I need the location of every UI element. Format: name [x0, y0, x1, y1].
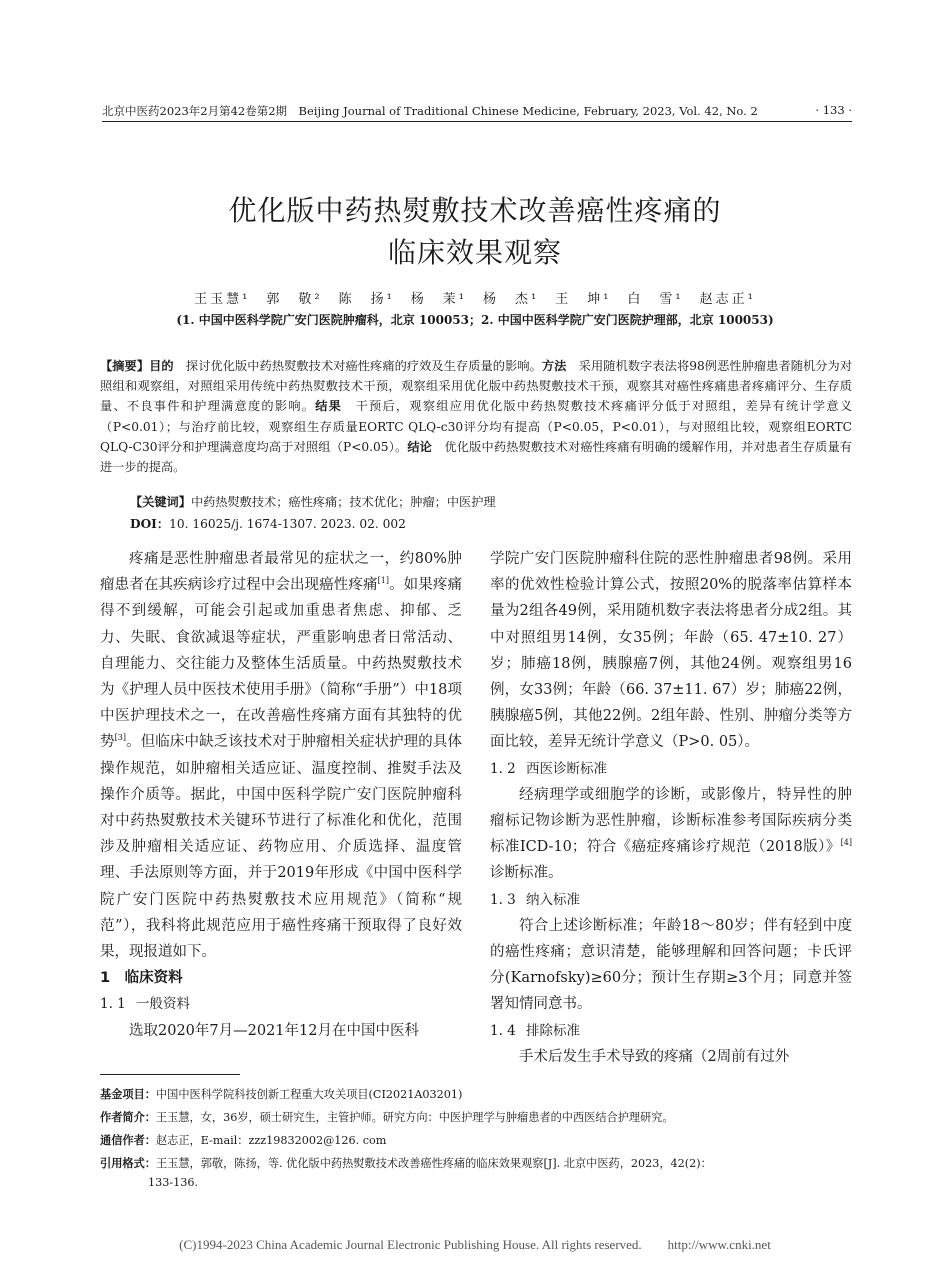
page-number: · 133 · [815, 103, 852, 117]
section-number: 1. 2 [490, 760, 516, 777]
section-title: 一般资料 [136, 996, 190, 1013]
conclusion-label: 结论 [407, 439, 433, 454]
diagnosis-paragraph [490, 782, 852, 887]
intro-paragraph [100, 546, 462, 965]
title-line-2: 临床效果观察 [387, 236, 562, 269]
intro-text-b: 。如果疼痛得不到缓解，可能会引起或加重患者焦虑、抑郁、乏力、失眠、食欲减退等症状，严重影响患者日常活动、自理能力、交往能力及整体生活质量。中药热熨敷技术为《护理人员中医技术使用手册》（简称“手册”）中18项中医护理技术之一，在改善癌性疼痛方面有其独特的优势 [100, 577, 463, 751]
methods-label: 方法 [541, 359, 567, 373]
section-1-heading: 1 临床资料 [100, 970, 183, 987]
keywords-label: 【关键词】 [130, 495, 191, 509]
section-1-1-heading [100, 991, 462, 1017]
abstract-objective: 探讨优化版中药热熨敷技术对癌性疼痛的疗效及生存质量的影响。 [173, 359, 542, 373]
general-paragraph-cont: 学院广安门医院肿瘤科住院的恶性肿瘤患者98例。采用率的优效性检验计算公式，按照20%的脱落率估算样本量为2组各49例，采用随机数字表法将患者分成2组。其中对照组男14例，女35例；年龄（65. 47±10. 27）岁；肺癌18例，胰腺癌7例，其他24例。观察组男16例，女33例；年龄（66. 37±11. 67）岁；肺癌22例，胰腺癌5例，其他22例。2组年龄、性别、肿瘤分类等方面比较，差异无统计学意义（P>0. 05）。 [490, 551, 852, 751]
footnote-label: 引用格式： [100, 1157, 156, 1170]
footnote-label: 作者简介： [100, 1111, 156, 1124]
footnote-label: 通信作者： [100, 1134, 156, 1147]
abstract-results: 干预后，观察组应用优化版中药热熨敷技术疼痛评分低于对照组，差异有统计学意义（P<0.01）；与治疗前比较，观察组生存质量EORTC QLQ-c30评分均有提高（P<0.05，P<0.01），与对照组比较，观察组EORTC QLQ-C30评分和护理满意度均高于对照组（P<0.05）。 [100, 399, 853, 454]
inclusion-paragraph: 符合上述诊断标准；年龄18～80岁；伴有轻到中度的癌性疼痛；意识清楚，能够理解和回答问题；卡氏评分(Karnofsky)≥60分；预计生存期≥3个月；同意并签署知情同意书。 [490, 917, 852, 1013]
abstract-label: 【摘要】目的 [100, 359, 174, 373]
section-number: 1. 3 [490, 891, 516, 908]
intro-text-a: 疼痛是恶性肿瘤患者最常见的症状之一，约80%肿瘤患者在其疾病诊疗过程中会出现癌性疼痛 [100, 551, 462, 594]
results-label: 结果 [315, 399, 343, 414]
ref-1[interactable]: [1] [377, 576, 389, 586]
copyright-notice: (C)1994-2023 China Academic Journal Electronic Publishing House. All rights reserved. http://www.cnki.net [179, 1237, 771, 1252]
left-column [100, 546, 462, 1044]
abstract [100, 356, 852, 477]
abstract-conclusion: 优化版中药热熨敷技术对癌性疼痛有明确的缓解作用，并对患者生存质量有进一步的提高。 [100, 439, 852, 475]
footnote-divider [100, 1074, 240, 1075]
exclusion-paragraph: 手术后发生手术导致的疼痛（2周前有过外 [519, 1048, 790, 1065]
section-1-4-heading [490, 1018, 852, 1044]
footnote-text: 王玉慧，郭敬，陈扬，等. 优化版中药热熨敷技术改善癌性疼痛的临床效果观察[J]. 北京中医药，2023，42(2)： [155, 1157, 712, 1170]
footnote-text: 王玉慧，女，36岁，硕士研究生，主管护师。研究方向：中医护理学与肿瘤患者的中西医结合护理研究。 [155, 1111, 674, 1124]
doi [130, 515, 852, 532]
section-title: 纳入标准 [526, 891, 580, 908]
section-1-3-heading [490, 887, 852, 913]
running-header [102, 101, 852, 122]
general-paragraph-start: 选取2020年7月—2021年12月在中国中医科 [129, 1022, 419, 1039]
abstract-methods: 采用随机数字表法将98例恶性肿瘤患者随机分为对照组和观察组，对照组采用传统中药热熨敷技术干预，观察组采用优化版中药热熨敷技术干预，观察其对癌性疼痛患者疼痛评分、生存质量、不良事件和护理满意度的影响。 [100, 359, 853, 414]
footnote-funding [100, 1085, 852, 1104]
author-list: 王玉慧¹ 郭 敬² 陈 扬¹ 杨 茉¹ 杨 杰¹ 王 坤¹ 白 雪¹ 赵志正¹ [194, 292, 756, 307]
right-column [490, 546, 852, 1070]
section-number: 1. 1 [100, 996, 126, 1013]
diagnosis-text-b: 诊断标准。 [490, 865, 563, 882]
diagnosis-text-a: 经病理学或细胞学的诊断，或影像片，特异性的肿瘤标记物诊断为恶性肿瘤，诊断标准参考国际疾病分类标准ICD-10；符合《癌症疼痛诊疗规范（2018版）》 [490, 786, 852, 856]
section-number: 1. 4 [490, 1022, 516, 1039]
section-title: 西医诊断标准 [526, 760, 607, 777]
footnote-author-bio [100, 1108, 852, 1127]
title-line-1: 优化版中药热熨敷技术改善癌性疼痛的 [228, 194, 722, 227]
doi-value: 10. 16025/j. 1674-1307. 2023. 02. 002 [169, 517, 406, 531]
footnote-text[interactable]: 赵志正，E-mail：zzz19832002@126. com [155, 1134, 387, 1147]
footnote-citation [100, 1154, 852, 1192]
journal-citation: 北京中医药2023年2月第42卷第2期 Beijing Journal of Traditional Chinese Medicine, February, 2023, Vol. 42, No. 2 [102, 104, 758, 118]
footnote-corresponding [100, 1131, 852, 1150]
section-title: 排除标准 [526, 1022, 580, 1039]
keywords-text: 中药热熨敷技术；癌性疼痛；技术优化；肿瘤；中医护理 [190, 495, 496, 509]
citation-pages: 133-136. [148, 1176, 199, 1189]
section-1-2-heading [490, 756, 852, 782]
ref-3[interactable]: [3] [114, 733, 126, 743]
ref-4[interactable]: [4] [840, 838, 852, 848]
footnote-label: 基金项目： [100, 1088, 156, 1101]
article-title [100, 190, 850, 274]
doi-label: DOI： [130, 517, 170, 531]
keywords [130, 493, 852, 510]
footnote-text: 中国中医科学院科技创新工程重大攻关项目(CI2021A03201) [155, 1088, 463, 1101]
affiliation: (1. 中国中医科学院广安门医院肿瘤科，北京 100053；2. 中国中医科学院广安门医院护理部，北京 100053) [176, 313, 774, 327]
intro-text-c: 。但临床中缺乏该技术对于肿瘤相关症状护理的具体操作规范，如肿瘤相关适应证、温度控制、推熨手法及操作介质等。据此，中国中医科学院广安门医院肿瘤科对中药热熨敷技术关键环节进行了标准化和优化，范围涉及肿瘤相关适应证、药物应用、介质选择、温度管理、手法原则等方面，并于2019年形成《中国中医科学院广安门医院中药热熨敷技术应用规范》（简称“规范”），我科将此规范应用于癌性疼痛干预取得了良好效果，现报道如下。 [100, 734, 463, 961]
